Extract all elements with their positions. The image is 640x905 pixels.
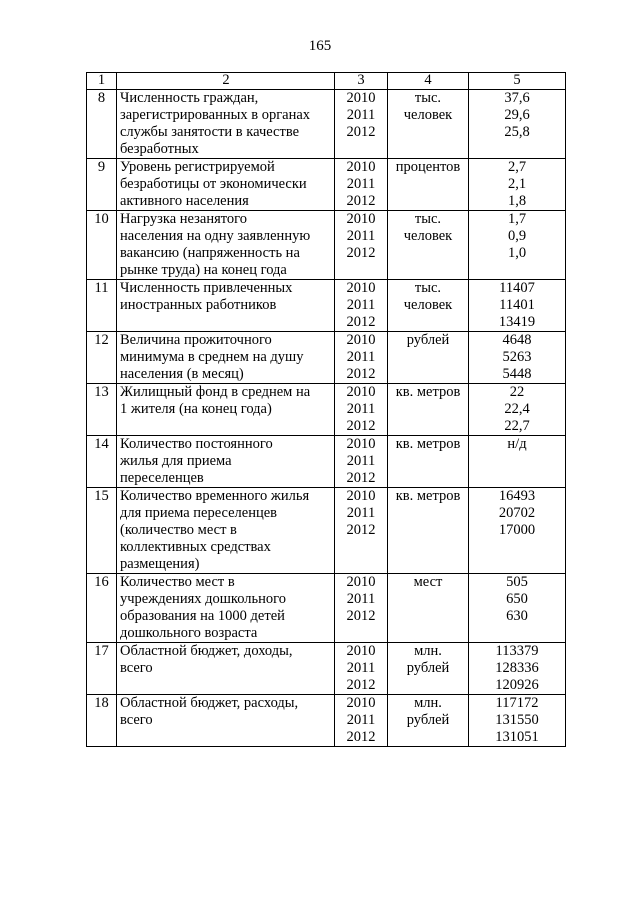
- data-value: 2,7: [507, 159, 527, 175]
- indicator-line: рынке труда) на конец года: [120, 262, 287, 278]
- year-value: 2012: [346, 314, 376, 330]
- unit-cell: [388, 695, 469, 747]
- indicator-line: Областной бюджет, расходы,: [120, 695, 299, 711]
- data-value: 128336: [495, 660, 539, 676]
- indicator-cell: [117, 90, 335, 159]
- data-value: 25,8: [504, 124, 530, 140]
- data-value: 505: [506, 574, 528, 590]
- indicator-line: Численность привлеченных: [120, 280, 293, 296]
- year-cell: [335, 643, 388, 695]
- data-value: 16493: [498, 488, 536, 504]
- year-value: 2010: [346, 488, 376, 504]
- indicator-line: иностранных работников: [120, 297, 277, 313]
- indicator-line: Численность граждан,: [120, 90, 259, 106]
- value-cell: [469, 643, 566, 695]
- indicator-line: размещения): [120, 556, 200, 572]
- indicator-line: Жилищный фонд в среднем на: [120, 384, 311, 400]
- indicator-cell: [117, 384, 335, 436]
- unit-cell: [388, 280, 469, 332]
- data-value: 650: [506, 591, 528, 607]
- unit-cell: [388, 159, 469, 211]
- year-value: 2011: [346, 660, 376, 676]
- data-value: 4648: [502, 332, 532, 348]
- indicator-line: переселенцев: [120, 470, 204, 486]
- value-cell: [469, 695, 566, 747]
- row-number-cell: 10: [87, 211, 117, 280]
- unit-line: млн.: [414, 643, 442, 659]
- table-row: [87, 332, 566, 384]
- year-value: 2010: [346, 643, 376, 659]
- table-row: [87, 488, 566, 574]
- year-cell: [335, 436, 388, 488]
- year-value: 2012: [346, 366, 376, 382]
- header-cell-4: 4: [388, 73, 469, 90]
- year-value: 2011: [346, 453, 376, 469]
- unit-line: тыс.: [414, 211, 442, 227]
- indicator-cell: [117, 488, 335, 574]
- year-value: 2010: [346, 159, 376, 175]
- value-cell: [469, 280, 566, 332]
- indicator-line: образования на 1000 детей: [120, 608, 285, 624]
- value-cell: [469, 159, 566, 211]
- data-value: 22,7: [504, 418, 530, 434]
- indicator-line: населения (в месяц): [120, 366, 244, 382]
- value-cell: [469, 488, 566, 574]
- value-cell: [469, 436, 566, 488]
- year-value: 2012: [346, 729, 376, 745]
- year-value: 2010: [346, 280, 376, 296]
- indicator-line: службы занятости в качестве: [120, 124, 300, 140]
- row-number-cell: 8: [87, 90, 117, 159]
- year-value: 2011: [346, 107, 376, 123]
- year-value: 2010: [346, 574, 376, 590]
- unit-line: млн.: [414, 695, 442, 711]
- unit-line: рублей: [406, 712, 450, 728]
- year-cell: [335, 332, 388, 384]
- unit-line: кв. метров: [395, 488, 461, 504]
- data-value: 22: [509, 384, 525, 400]
- indicator-line: дошкольного возраста: [120, 625, 258, 641]
- table-row: [87, 436, 566, 488]
- year-value: 2012: [346, 608, 376, 624]
- indicator-line: жилья для приема: [120, 453, 232, 469]
- unit-cell: [388, 90, 469, 159]
- indicator-line: для приема переселенцев: [120, 505, 278, 521]
- indicator-cell: [117, 436, 335, 488]
- year-value: 2010: [346, 211, 376, 227]
- year-value: 2011: [346, 228, 376, 244]
- indicator-line: населения на одну заявленную: [120, 228, 311, 244]
- data-value: 22,4: [504, 401, 530, 417]
- page-number: 165: [308, 38, 332, 54]
- value-cell: [469, 211, 566, 280]
- indicator-line: безработных: [120, 141, 199, 157]
- year-cell: [335, 574, 388, 643]
- year-value: 2010: [346, 695, 376, 711]
- unit-line: кв. метров: [395, 436, 461, 452]
- year-value: 2012: [346, 418, 376, 434]
- unit-line: рублей: [406, 660, 450, 676]
- statistics-table: [86, 72, 566, 747]
- table-row: [87, 90, 566, 159]
- indicator-line: всего: [120, 660, 153, 676]
- unit-cell: [388, 384, 469, 436]
- header-cell-3: 3: [335, 73, 388, 90]
- year-value: 2011: [346, 505, 376, 521]
- unit-cell: [388, 643, 469, 695]
- year-value: 2012: [346, 522, 376, 538]
- year-value: 2012: [346, 245, 376, 261]
- row-number-cell: 14: [87, 436, 117, 488]
- unit-line: человек: [403, 228, 453, 244]
- year-cell: [335, 280, 388, 332]
- indicator-line: безработицы от экономически: [120, 176, 307, 192]
- data-value: 20702: [498, 505, 536, 521]
- year-value: 2011: [346, 401, 376, 417]
- row-number-cell: 13: [87, 384, 117, 436]
- table-row: [87, 159, 566, 211]
- year-value: 2011: [346, 591, 376, 607]
- unit-cell: [388, 488, 469, 574]
- year-value: 2011: [346, 349, 376, 365]
- data-value: 29,6: [504, 107, 530, 123]
- unit-line: тыс.: [414, 280, 442, 296]
- data-value: 5263: [502, 349, 532, 365]
- year-value: 2012: [346, 193, 376, 209]
- year-value: 2011: [346, 712, 376, 728]
- data-value: 131051: [495, 729, 539, 745]
- data-value: 1,0: [507, 245, 527, 261]
- data-value: 5448: [502, 366, 532, 382]
- year-cell: [335, 90, 388, 159]
- data-value: 131550: [495, 712, 539, 728]
- year-value: 2010: [346, 90, 376, 106]
- indicator-line: Нагрузка незанятого: [120, 211, 247, 227]
- indicator-cell: [117, 211, 335, 280]
- unit-cell: [388, 574, 469, 643]
- unit-line: человек: [403, 107, 453, 123]
- year-value: 2010: [346, 332, 376, 348]
- data-value: 17000: [498, 522, 536, 538]
- data-value: 2,1: [507, 176, 527, 192]
- indicator-line: минимума в среднем на душу: [120, 349, 304, 365]
- data-value: 113379: [495, 643, 539, 659]
- unit-line: кв. метров: [395, 384, 461, 400]
- value-cell: [469, 332, 566, 384]
- header-cell-2: 2: [117, 73, 335, 90]
- unit-cell: [388, 436, 469, 488]
- value-cell: [469, 384, 566, 436]
- indicator-cell: [117, 332, 335, 384]
- indicator-line: Количество постоянного: [120, 436, 273, 452]
- data-value: 1,7: [507, 211, 527, 227]
- year-cell: [335, 488, 388, 574]
- unit-line: рублей: [406, 332, 450, 348]
- indicator-line: активного населения: [120, 193, 249, 209]
- unit-line: процентов: [395, 159, 461, 175]
- indicator-cell: [117, 643, 335, 695]
- data-value: 120926: [495, 677, 539, 693]
- year-value: 2010: [346, 436, 376, 452]
- indicator-line: зарегистрированных в органах: [120, 107, 311, 123]
- value-cell: [469, 90, 566, 159]
- year-cell: [335, 384, 388, 436]
- table-body: [87, 73, 566, 747]
- year-cell: [335, 211, 388, 280]
- indicator-line: 1 жителя (на конец года): [120, 401, 272, 417]
- row-number-cell: 17: [87, 643, 117, 695]
- indicator-line: Количество мест в: [120, 574, 235, 590]
- data-value: 37,6: [504, 90, 530, 106]
- table-row: [87, 695, 566, 747]
- unit-cell: [388, 332, 469, 384]
- indicator-line: учреждениях дошкольного: [120, 591, 286, 607]
- year-value: 2012: [346, 470, 376, 486]
- unit-line: мест: [413, 574, 443, 590]
- indicator-line: вакансию (напряженность на: [120, 245, 300, 261]
- table-row: [87, 280, 566, 332]
- header-cell-5: 5: [469, 73, 566, 90]
- table-header-row: [87, 73, 566, 90]
- year-value: 2012: [346, 677, 376, 693]
- data-value: 13419: [498, 314, 536, 330]
- data-value: 630: [506, 608, 528, 624]
- year-value: 2011: [346, 297, 376, 313]
- row-number-cell: 9: [87, 159, 117, 211]
- indicator-line: Величина прожиточного: [120, 332, 272, 348]
- indicator-line: Уровень регистрируемой: [120, 159, 275, 175]
- data-value: 11407: [499, 280, 535, 296]
- unit-line: человек: [403, 297, 453, 313]
- data-value: 1,8: [507, 193, 527, 209]
- data-value: 11401: [499, 297, 535, 313]
- year-value: 2012: [346, 124, 376, 140]
- data-value: н/д: [507, 436, 527, 452]
- unit-line: тыс.: [414, 90, 442, 106]
- header-cell-1: 1: [87, 73, 117, 90]
- row-number-cell: 12: [87, 332, 117, 384]
- indicator-line: (количество мест в: [120, 522, 237, 538]
- data-value: 117172: [495, 695, 539, 711]
- indicator-line: коллективных средствах: [120, 539, 271, 555]
- indicator-line: Количество временного жилья: [120, 488, 310, 504]
- row-number-cell: 18: [87, 695, 117, 747]
- year-cell: [335, 695, 388, 747]
- value-cell: [469, 574, 566, 643]
- table-row: [87, 211, 566, 280]
- indicator-cell: [117, 280, 335, 332]
- unit-cell: [388, 211, 469, 280]
- row-number-cell: 11: [87, 280, 117, 332]
- table-row: [87, 643, 566, 695]
- row-number-cell: 15: [87, 488, 117, 574]
- indicator-line: Областной бюджет, доходы,: [120, 643, 293, 659]
- data-value: 0,9: [507, 228, 527, 244]
- indicator-cell: [117, 695, 335, 747]
- year-value: 2010: [346, 384, 376, 400]
- table-row: [87, 574, 566, 643]
- year-value: 2011: [346, 176, 376, 192]
- year-cell: [335, 159, 388, 211]
- indicator-line: всего: [120, 712, 153, 728]
- indicator-cell: [117, 574, 335, 643]
- row-number-cell: 16: [87, 574, 117, 643]
- indicator-cell: [117, 159, 335, 211]
- table-row: [87, 384, 566, 436]
